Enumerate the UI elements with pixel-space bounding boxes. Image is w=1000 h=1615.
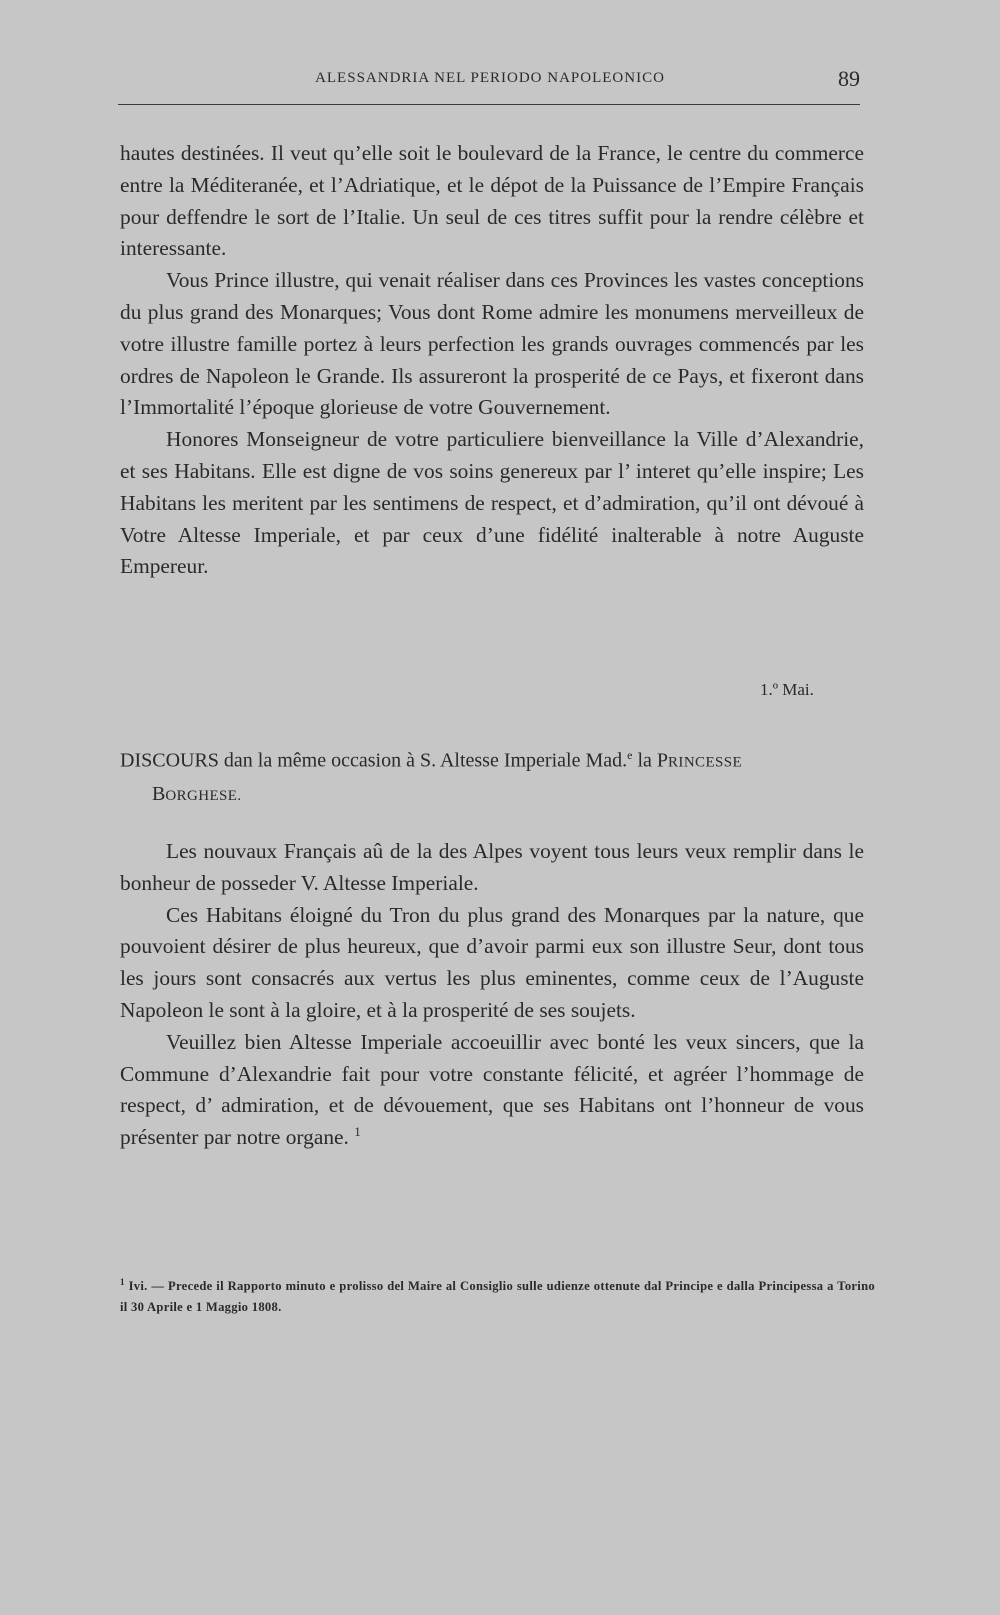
discours-heading-mid: la [632, 749, 657, 772]
paragraph [120, 1027, 864, 1154]
second-address-text [120, 836, 864, 1154]
footnote-reference: 1 [354, 1124, 361, 1140]
footnote [120, 1276, 875, 1318]
paragraph: Ces Habitans éloigné du Tron du plus grand des Monarques par la nature, que pouvoient désirer de plus heureux, que d’avoir parmi eux son illustre Seur, dont tous les jours sont consacrés aux vertus les plus eminentes, comme ceux de l’Auguste Napoleon le sont à la gloire, et à la prosperité de ses soujets. [120, 902, 864, 1022]
borghese-initial: B [152, 782, 166, 805]
paragraph: Honores Monseigneur de votre particuliere bienveillance la Ville d’Alexandrie, et ses Habitans. Elle est digne de vos soins genereux par l’ interet qu’elle inspire; Les Habitans les meritent par les sentimens de respect, et d’admiration, qu’il ont dévoué à Votre Altesse Imperiale, et par ceux d’une fidélité inalterable à notre Auguste Empereur. [120, 427, 864, 579]
first-address-text [120, 138, 864, 583]
paragraph: hautes destinées. Il veut qu’elle soit le boulevard de la France, le centre du commerce entre la Méditeranée, et l’Adriatique, et le dépot de la Puissance de l’Empire Français pour deffendre le sort de l’Italie. Un seul de ces titres suffit pour la rendre célèbre et interessante. [120, 141, 864, 261]
princesse-rest: RINCESSE [668, 754, 743, 771]
page-number: 89 [838, 66, 860, 91]
paragraph: Les nouvaux Français aû de la des Alpes voyent tous leurs veux remplir dans le bonheur de posseder V. Altesse Imperiale. [120, 839, 864, 895]
running-title: ALESSANDRIA NEL PERIODO NAPOLEONICO [315, 70, 665, 86]
discours-heading [120, 740, 866, 812]
paragraph-text: Veuillez bien Altesse Imperiale accoeuillir avec bonté les veux sincers, que la Commune d’Alexandrie fait pour votre constante félicité, et agréer l’hommage de respect, d’ admiration, et de dévouement, que ses Habitans ont l’honneur de vous présenter par notre organe. [120, 1029, 864, 1150]
footnote-text: Ivi. — Precede il Rapporto minuto e prolisso del Maire al Consiglio sulle udienze ottenute dal Principe e dalla Principessa a Torino il 30 Aprile e 1 Maggio 1808. [120, 1279, 876, 1314]
footnote-number: 1 [120, 1276, 125, 1287]
borghese-rest: ORGHESE. [165, 787, 242, 804]
header-rule [118, 104, 860, 105]
paragraph: Vous Prince illustre, qui venait réaliser dans ces Provinces les vastes conceptions du plus grand des Monarques; Vous dont Rome admire les monumens merveilleux de votre illustre famille portez à leurs perfection les grands ouvrages commencés par les ordres de Napoleon le Grande. Ils assureront la prosperité de ce Pays, et fixeront dans l’Immortalité l’époque glorieuse de votre Gouvernement. [120, 268, 864, 420]
page-header [120, 66, 860, 94]
discours-heading-continuation [120, 779, 866, 812]
princesse-initial: P [656, 749, 669, 772]
address-date: 1.º Mai. [760, 680, 814, 699]
discours-heading-lead: DISCOURS dan la même occasion à S. Altesse Imperiale Mad. [120, 749, 628, 772]
discours-heading-superscript: e [627, 748, 633, 762]
